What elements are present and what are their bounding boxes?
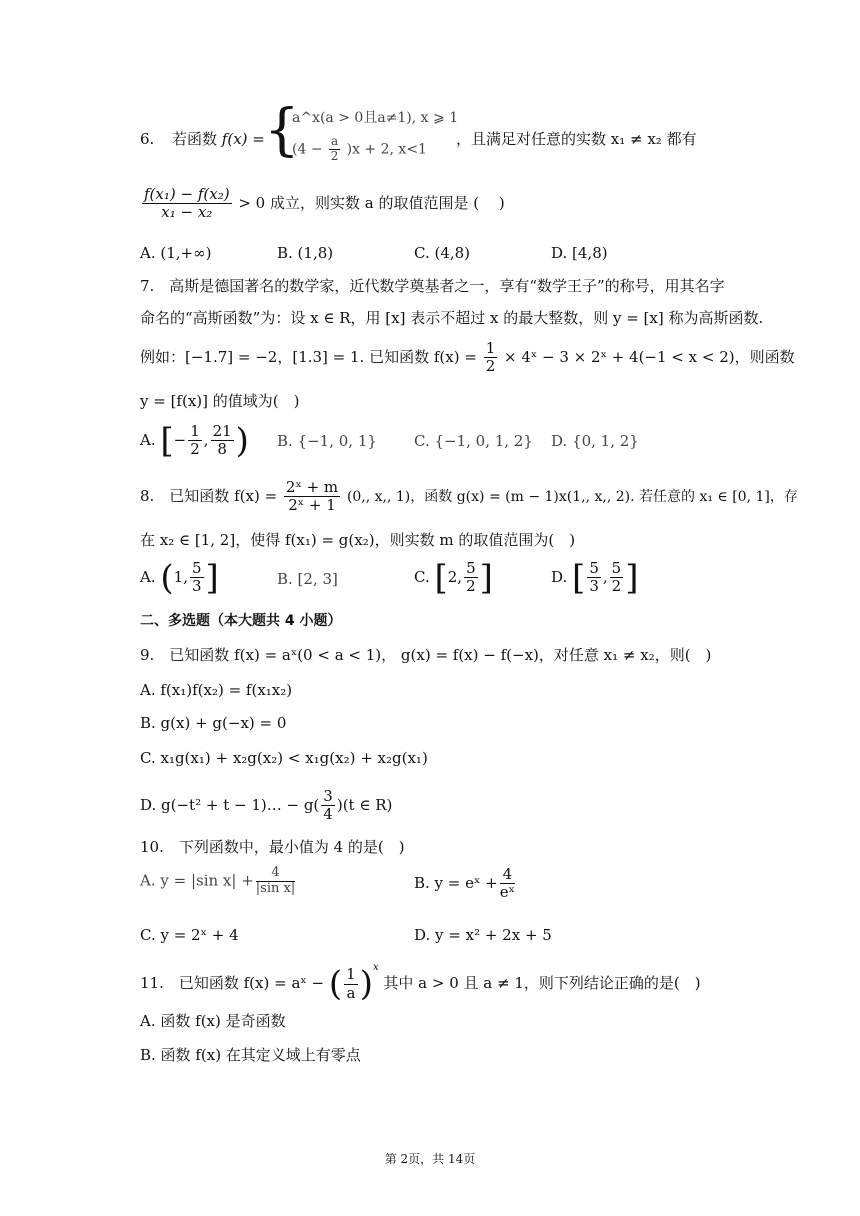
q9-option-a: A. f(x₁)f(x₂) = f(x₁x₂) [140,681,293,699]
q8-option-a-num: 5 [191,559,202,577]
q8-option-a-frac [190,560,204,596]
q10-option-a-den: |sin x| [255,880,296,896]
q10-option-c: C. y = 2ˣ + 4 [140,926,239,944]
q8-option-c-frac [464,560,478,596]
q8-option-a-a: 1, [173,567,188,586]
bracket-left-icon: [ [434,557,448,598]
q11-stem [140,962,701,1002]
q7-option-a-label: A. [140,430,156,449]
q11-exp: x [372,962,379,973]
q8-line1 [140,479,798,515]
q7-option-a-num2: 21 [212,422,232,440]
q10-option-a-frac [256,866,295,897]
q6-case2 [292,135,427,164]
q8-option-d-label: D. [551,567,568,586]
q8-option-c [414,557,493,598]
q6-condition [140,186,505,222]
q6-cond-num: f(x₁) − f(x₂) [144,185,230,203]
q7-option-a-den2: 8 [217,440,227,459]
q8-option-d: D. [ $\frac{5}{3}$ , $\frac{5}{2}$ ] [551,557,639,598]
q6-case2-num: a [331,134,339,148]
q6-case2-pre: (4 − [292,141,323,158]
q8-line2: 在 x₂ ∈ [1, 2]，使得 f(x₁) = g(x₂)，则实数 m 的取值范围为( ) [140,531,576,549]
q8-pre: 8. 已知函数 f(x) = [140,486,278,505]
q6-case2-post: )x + 2, x<1 [346,141,427,158]
q8-frac-num: 2ˣ + m [285,478,339,496]
q9-option-d [140,788,392,824]
bracket-left-icon: [ [160,420,174,461]
q8-frac [284,479,340,515]
paren-left-icon: ( [160,557,174,598]
bracket-left-icon: [ [572,557,586,598]
section-heading: 二、多选题（本大题共 4 小题） [140,613,342,629]
q10-option-b-num: 4 [500,866,515,884]
q6-cond-frac [142,186,232,222]
q7-line3-frac [484,340,498,376]
q7-line3 [140,340,795,376]
q9-stem: 9. 已知函数 f(x) = aˣ(0 < a < 1)， g(x) = f(x) − f(−x)，对任意 x₁ ≠ x₂，则( ) [140,646,712,664]
q10-option-a-num: 4 [256,866,295,882]
q10-option-a-pre: A. y = |sin x| + [140,871,254,890]
q6-option-c: C. (4,8) [414,244,471,262]
q6-case2-den: 2 [330,148,339,163]
q7-line2: 命名的“高斯函数”为：设 x ∈ R，用 [x] 表示不超过 x 的最大整数，则 y = [x] 称为高斯函数. [140,309,764,327]
bracket-right-icon: ] [625,557,639,598]
q7-line3-frac-den: 2 [485,357,496,376]
q6-lead-text: 若函数 [172,130,218,148]
q9-option-d-den: 4 [323,805,333,824]
q6-fx: f(x) = [221,130,265,148]
q10-option-a [140,866,297,897]
paren-left-icon: ( [328,964,343,1004]
q8-option-b: B. [2, 3] [277,570,338,588]
bracket-right-icon: ] [205,557,219,598]
q8-option-d-den1: 3 [589,577,599,596]
paren-right-icon: ) [359,964,373,1004]
q7-option-a: A. [− $\frac{1}{2}$ , $\frac{21}{8}$ ) [140,420,249,461]
q7-option-c: C. {−1, 0, 1, 2} [414,432,533,450]
q6-lead [172,130,265,148]
q7-option-a-num1: 1 [190,422,200,440]
q9-option-d-frac [321,788,335,824]
paren-right-icon: ) [235,420,249,461]
q11-option-a: A. 函数 f(x) 是奇函数 [140,1012,286,1030]
q11-frac [344,966,358,1002]
q7-line1: 7. 高斯是德国著名的数学家，近代数学奠基者之一，享有“数学王子”的称号，用其名字 [140,277,725,295]
q6-case2-frac [329,135,340,164]
q10-option-b [414,866,517,902]
q8-option-d-den2: 2 [611,577,622,596]
q7-option-a-frac1 [188,423,202,459]
q6-cond-den: x₁ − x₂ [161,203,213,222]
q8-option-d-frac1 [587,560,601,596]
q11-frac-num: 1 [346,965,356,984]
q8-option-c-label: C. [414,567,430,586]
q8-option-d-frac2 [610,560,624,596]
q7-line4: y = [f(x)] 的值域为( ) [140,392,300,410]
bracket-right-icon: ] [479,557,493,598]
q7-option-d: D. {0, 1, 2} [551,432,639,450]
q10-option-b-frac [500,866,515,902]
q10-option-b-den: eˣ [499,883,515,902]
q8-option-c-num: 5 [466,559,476,577]
q8-option-c-den: 2 [466,577,476,596]
q8-option-c-a: 2, [447,567,463,586]
q9-option-d-num: 3 [323,787,333,805]
q7-line3-frac-num: 1 [485,339,496,357]
q8-post: (0,, x,, 1)，函数 g(x) = (m − 1)x(1,, x,, 2). 若任意的 x₁ ∈ [0, 1]，存 [346,488,798,505]
q7-line3-post: × 4ˣ − 3 × 2ˣ + 4(−1 < x < 2)，则函数 [504,347,795,366]
q7-option-a-frac2 [211,423,234,459]
q7-option-b: B. {−1, 0, 1} [277,432,377,450]
q11-post: 其中 a > 0 且 a ≠ 1，则下列结论正确的是( ) [383,974,701,992]
q9-option-d-post: )(t ∈ R) [336,795,393,814]
q7-line3-pre: 例如：[−1.7] = −2，[1.3] = 1. 已知函数 f(x) = [140,347,477,366]
q8-option-d-num2: 5 [611,559,622,577]
q6-tail: ，且满足对任意的实数 x₁ ≠ x₂ 都有 [456,130,697,148]
q6-cond-tail: > 0 成立，则实数 a 的取值范围是 ( ) [238,193,505,212]
q11-pre: 11. 已知函数 f(x) = aˣ − [140,974,325,992]
q6-option-b: B. (1,8) [277,244,334,262]
q8-option-a-label: A. [140,567,156,586]
q7-option-a-den1: 2 [190,440,200,459]
q6-option-d: D. [4,8) [551,244,608,262]
q9-option-b: B. g(x) + g(−x) = 0 [140,714,287,732]
q10-stem: 10. 下列函数中，最小值为 4 的是( ) [140,838,405,856]
q10-option-b-pre: B. y = eˣ + [414,873,498,892]
q6-number: 6. [140,130,155,148]
page-footer: 第 2页，共 14页 [384,1152,476,1166]
q8-option-a [140,557,219,598]
q11-option-b: B. 函数 f(x) 在其定义域上有零点 [140,1046,361,1064]
piecewise-brace: { [264,98,300,163]
q8-option-a-den: 3 [191,577,202,596]
q9-option-c: C. x₁g(x₁) + x₂g(x₂) < x₁g(x₂) + x₂g(x₁) [140,749,428,767]
q9-option-d-pre: D. g(−t² + t − 1)… − g( [140,795,320,814]
q8-frac-den: 2ˣ + 1 [288,496,336,515]
q6-option-a: A. (1,+∞) [140,244,212,262]
q10-option-d: D. y = x² + 2x + 5 [414,926,552,944]
q11-frac-den: a [346,983,356,1002]
q8-option-d-num1: 5 [589,559,599,577]
q6-case1: a^x(a > 0且a≠1), x ⩾ 1 [292,110,459,126]
